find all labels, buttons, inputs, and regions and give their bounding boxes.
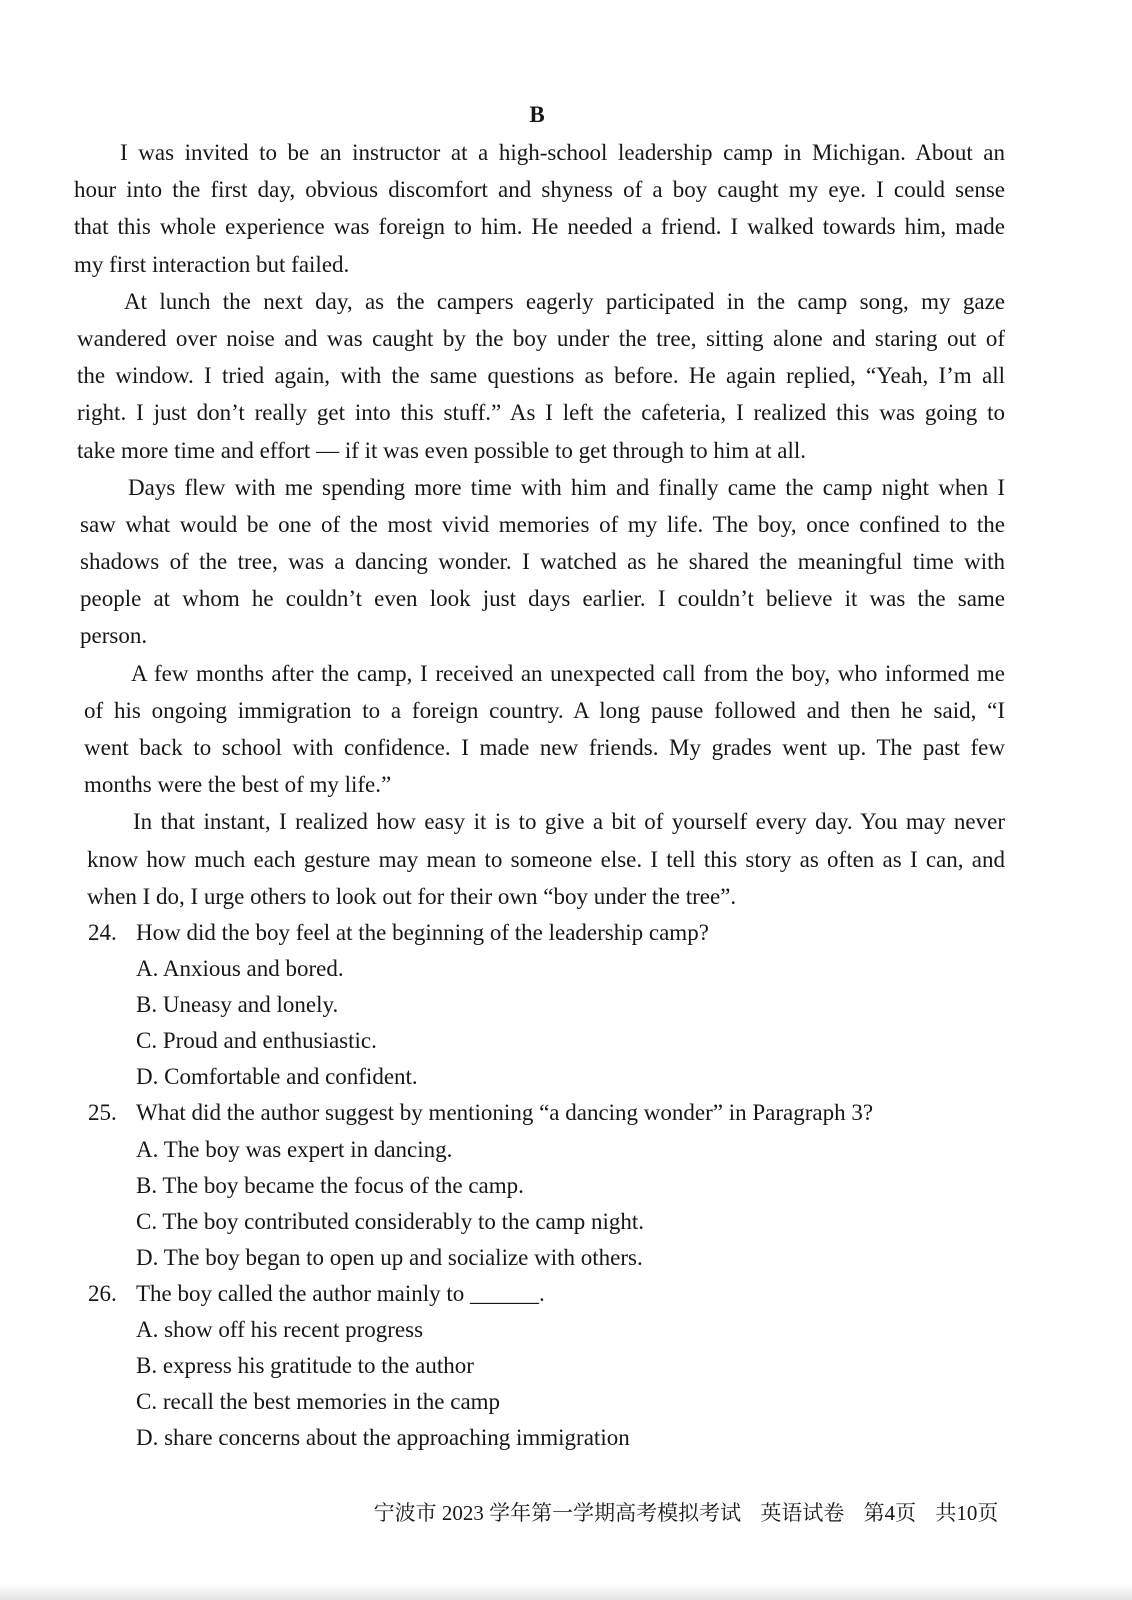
question-number: 26. — [88, 1280, 117, 1306]
paragraph-1 — [74, 134, 1005, 283]
question-stem: What did the author suggest by mentioning “a dancing wonder” in Paragraph 3? — [136, 1100, 874, 1126]
question-24 — [0, 915, 1132, 1095]
passage-line: In that instant, I realized how easy it is to give a bit of yourself every day. You may never — [133, 809, 1005, 835]
page-footer — [286, 1495, 1086, 1531]
passage-line: A few months after the camp, I received an unexpected call from the boy, who informed me — [131, 660, 1005, 686]
scan-edge-shadow — [0, 1584, 1132, 1600]
option-d: D. Comfortable and confident. — [136, 1064, 418, 1090]
subject-label: 英语试卷 — [760, 1501, 845, 1525]
option-a: A. show off his recent progress — [136, 1317, 424, 1343]
option-a: A. Anxious and bored. — [136, 956, 344, 982]
passage-line: that this whole experience was foreign to him. He needed a friend. I walked towards him, made — [74, 214, 1005, 240]
passage-line: of his ongoing immigration to a foreign country. A long pause followed and then he said, “I — [84, 697, 1005, 723]
passage-line: person. — [80, 623, 148, 649]
paragraph-3 — [80, 469, 1005, 655]
passage-line: know how much each gesture may mean to someone else. I tell this story as often as I can, and — [87, 846, 1005, 872]
question-header — [0, 1276, 1132, 1312]
passage-line: months were the best of my life.” — [84, 772, 392, 798]
passage-line: hour into the first day, obvious discomfort and shyness of a boy caught my eye. I could sense — [74, 177, 1005, 203]
passage-line: my first interaction but failed. — [74, 251, 350, 277]
exam-title: 宁波市 2023 学年第一学期高考模拟考试 — [373, 1501, 742, 1525]
option-b: B. express his gratitude to the author — [136, 1353, 474, 1379]
question-header — [0, 915, 1132, 951]
option-b: B. The boy became the focus of the camp. — [136, 1172, 524, 1198]
option-c: C. The boy contributed considerably to the camp night. — [136, 1208, 645, 1234]
passage-line: Days flew with me spending more time with him and finally came the camp night when I — [128, 474, 1005, 500]
passage-line: take more time and effort — if it was even possible to get through to him at all. — [77, 437, 807, 463]
question-26 — [0, 1276, 1132, 1456]
option-b: B. Uneasy and lonely. — [136, 992, 339, 1018]
passage-line: went back to school with confidence. I made new friends. My grades went up. The past few — [84, 735, 1005, 760]
option-a: A. The boy was expert in dancing. — [136, 1136, 453, 1162]
option-c: C. Proud and enthusiastic. — [136, 1028, 377, 1054]
passage-line: when I do, I urge others to look out for their own “boy under the tree”. — [87, 883, 737, 909]
question-header — [0, 1095, 1132, 1131]
reading-passage — [0, 134, 1132, 915]
question-number: 25. — [88, 1100, 117, 1126]
paragraph-4 — [84, 655, 1005, 804]
passage-line: right. I just don’t really get into this stuff.” As I left the cafeteria, I realized this was going to — [77, 400, 1005, 426]
passage-line: At lunch the next day, as the campers eagerly participated in the camp song, my gaze — [124, 288, 1005, 314]
paragraph-2 — [77, 283, 1005, 469]
question-list — [0, 915, 1132, 1456]
page-number: 第4页 — [863, 1501, 917, 1525]
question-stem: How did the boy feel at the beginning of the leadership camp? — [136, 920, 709, 945]
passage-line: wandered over noise and was caught by the boy under the tree, sitting alone and staring out of — [77, 325, 1005, 351]
paragraph-5 — [87, 803, 1005, 915]
total-pages: 共10页 — [935, 1501, 999, 1525]
section-label: B — [529, 102, 545, 127]
passage-line: saw what would be one of the most vivid memories of my life. The boy, once confined to the — [80, 511, 1005, 537]
question-stem: The boy called the author mainly to ______. — [136, 1280, 545, 1306]
option-d: D. share concerns about the approaching immigration — [136, 1425, 630, 1451]
passage-line: I was invited to be an instructor at a high-school leadership camp in Michigan. About an — [120, 140, 1005, 165]
passage-line: the window. I tried again, with the same questions as before. He again replied, “Yeah, I’m all — [77, 363, 1005, 389]
option-d: D. The boy began to open up and socialize with others. — [136, 1244, 643, 1270]
question-number: 24. — [88, 920, 117, 945]
option-c: C. recall the best memories in the camp — [136, 1389, 501, 1415]
question-25 — [0, 1095, 1132, 1275]
passage-line: people at whom he couldn’t even look just days earlier. I couldn’t believe it was the same — [80, 586, 1005, 612]
passage-line: shadows of the tree, was a dancing wonder. I watched as he shared the meaningful time with — [80, 549, 1005, 575]
